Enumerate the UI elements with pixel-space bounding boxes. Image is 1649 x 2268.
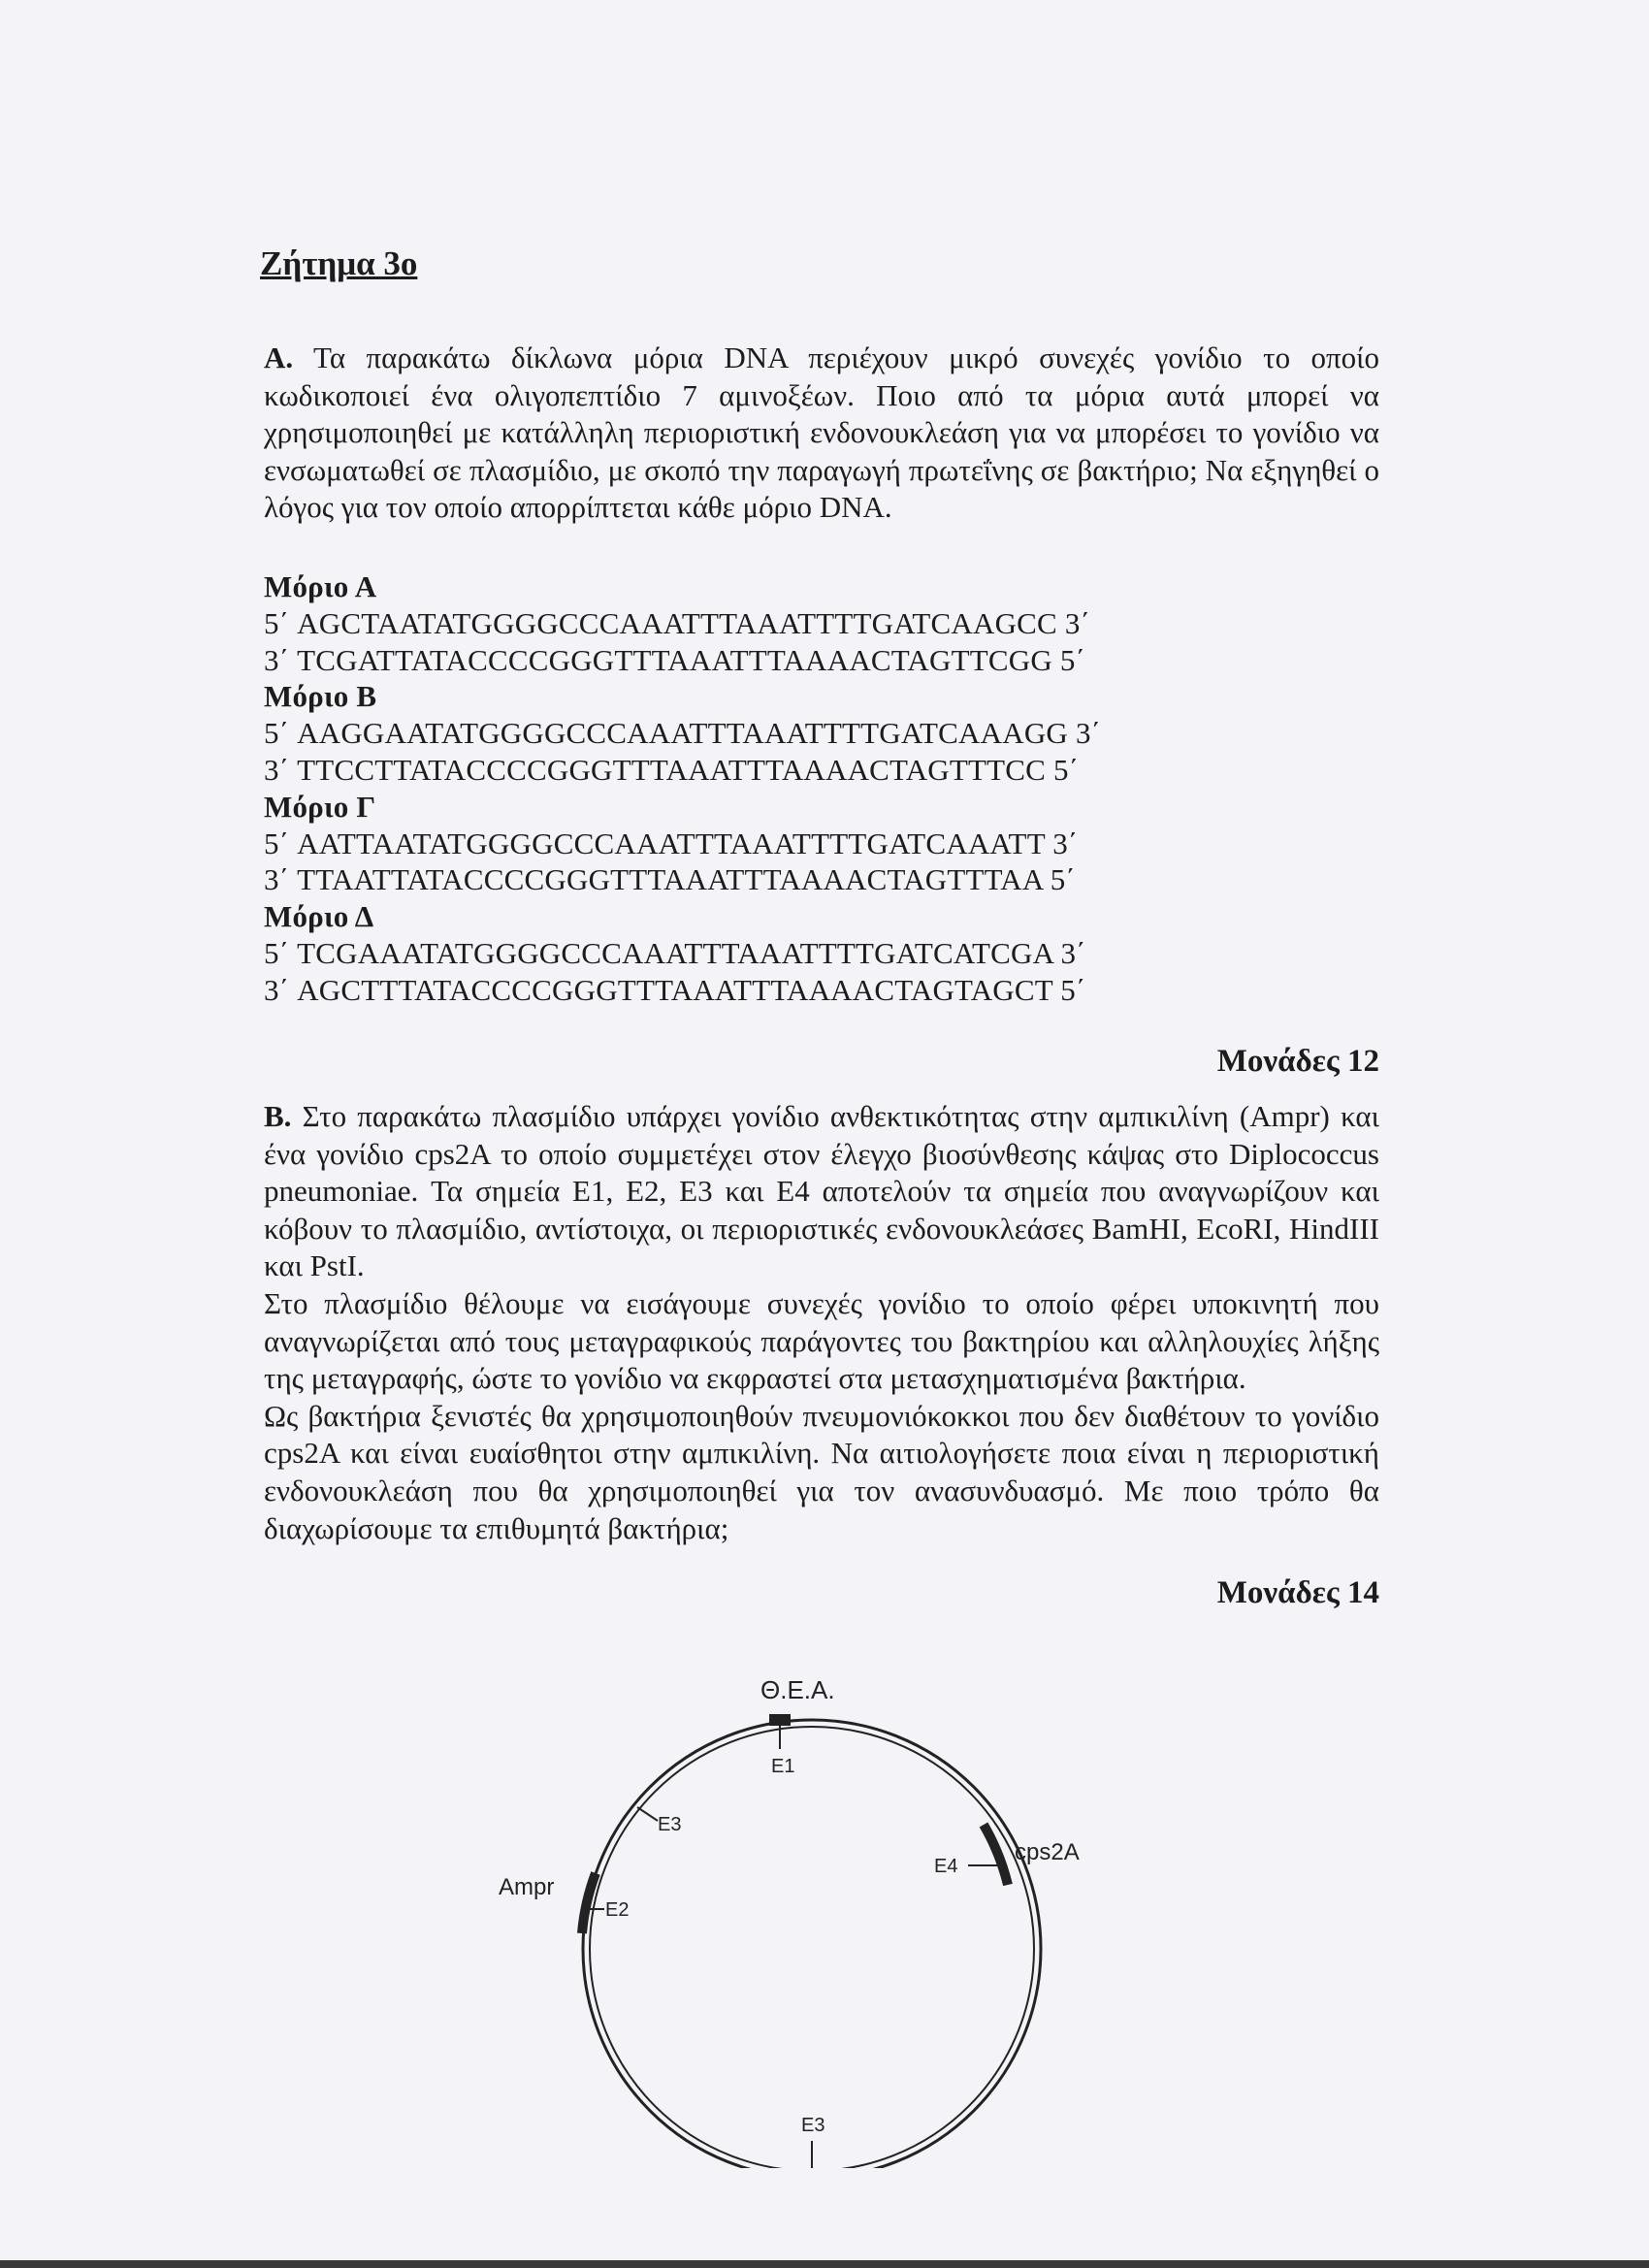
molecule-b-top-strand: 5΄ AAGGAATATGGGGCCCAAATTTAAATTTTGATCAAAGG 3΄: [264, 716, 1102, 751]
e2-label: E2: [605, 1899, 630, 1921]
molecule-g-bottom-strand: 3΄ TTAATTATACCCCGGGTTTAAATTTAAAACTAGTTTAA 5΄: [264, 862, 1076, 897]
origin-label: Θ.Ε.Α.: [760, 1675, 835, 1704]
part-b-text-3: Ως βακτήρια ξενιστές θα χρησιμοποιηθούν πνευμονιόκοκκοι που δεν διαθέτουν το γονίδιο cps2A και είναι ευαίσθητοι στην αμπικιλίνη. Να αιτιολογήσετε ποια είναι η περιοριστική ενδονουκλεάση που θα χρησιμοποιηθεί για τον ανασυνδυασμό. Με ποιο τρόπο θα διαχωρίσουμε τα επιθυμητά βακτήρια;: [264, 1398, 1379, 1545]
molecule-a-bottom-strand: 3΄ TCGATTATACCCCGGGTTTAAATTTAAAACTAGTTCGG 5΄: [264, 642, 1086, 677]
scan-bottom-edge: [0, 2260, 1649, 2268]
molecule-g-top-strand: 5΄ AATTAATATGGGGCCCAAATTTAAATTTTGATCAAATT 3΄: [264, 826, 1079, 860]
molecule-a-top-strand: 5΄ AGCTAATATGGGGCCCAAATTTAAATTTTGATCAAGCC 3΄: [264, 605, 1091, 640]
cps2a-gene-segment: [984, 1825, 1008, 1885]
e3-top-tick: [637, 1807, 658, 1821]
plasmid-ring-inner: [590, 1727, 1034, 2168]
part-a-letter: Α.: [264, 340, 294, 374]
part-b-paragraph: [264, 1098, 1379, 1547]
dna-molecules: [264, 568, 1101, 1009]
e3-top-label: E3: [658, 1814, 682, 1835]
molecule-g-label: Μόριο Γ: [264, 789, 376, 824]
e3-bottom-label: E3: [801, 2115, 825, 2136]
part-b-letter: Β.: [264, 1099, 292, 1133]
plasmid-diagram: [475, 1664, 1154, 2168]
e4-label: E4: [934, 1856, 958, 1877]
molecule-d-top-strand: 5΄ TCGAAATATGGGGCCCAAATTTAAATTTTGATCATCGA 3΄: [264, 935, 1086, 970]
part-b-text-1: Στο παρακάτω πλασμίδιο υπάρχει γονίδιο ανθεκτικότητας στην αμπικιλίνη (Ampr) και ένα γονίδιο cps2A το οποίο συμμετέχει στον έλεγχο βιοσύνθεσης κάψας στο Diplococcus pneumoniae. Τα σημεία Ε1, Ε2, Ε3 και Ε4 αποτελούν τα σημεία που αναγνωρίζουν και κόβουν το πλασμίδιο, αντίστοιχα, οι περιοριστικές ενδονουκλεάσες BamHI, EcoRI, HindIII και PstI.: [264, 1099, 1379, 1283]
molecule-b-label: Μόριο Β: [264, 679, 377, 714]
e1-label: E1: [771, 1756, 795, 1777]
marks-a: Μονάδες 12: [1216, 1044, 1379, 1079]
molecule-b-bottom-strand: 3΄ TTCCTTATACCCCGGGTTTAAATTTAAAACTAGTTTCC 5΄: [264, 752, 1080, 787]
part-a-paragraph: [264, 340, 1379, 527]
cps2a-label: cps2A: [1015, 1839, 1080, 1865]
molecule-d-bottom-strand: 3΄ AGCTTTATACCCCGGGTTTAAATTTAAAACTAGTAGCT 5΄: [264, 972, 1086, 1007]
part-a-text: Τα παρακάτω δίκλωνα μόρια DNA περιέχουν μικρό συνεχές γονίδιο το οποίο κωδικοποιεί ένα ολιγοπεπτίδιο 7 αμινοξέων. Ποιο από τα μόρια αυτά μπορεί να χρησιμοποιηθεί με κατάλληλη περιοριστική ενδονουκλεάση για να μπορέσει το γονίδιο να ενσωματωθεί σε πλασμίδιο, με σκοπό την παραγωγή πρωτεΐνης σε βακτήριο; Να εξηγηθεί ο λόγος για τον οποίο απορρίπτεται κάθε μόριο DNA.: [264, 340, 1379, 525]
ampr-label: Ampr: [499, 1874, 555, 1900]
part-b-text-2: Στο πλασμίδιο θέλουμε να εισάγουμε συνεχές γονίδιο το οποίο φέρει υποκινητή που αναγνωρίζεται από τους μεταγραφικούς παράγοντες του βακτηρίου και αλληλουχίες λήξης της μεταγραφής, ώστε το γονίδιο να εκφραστεί στα μετασχηματισμένα βακτήρια.: [264, 1285, 1379, 1396]
molecule-a-label: Μόριο Α: [264, 569, 377, 603]
marks-b: Μονάδες 14: [1216, 1575, 1379, 1610]
molecule-d-label: Μόριο Δ: [264, 899, 374, 934]
question-heading: Ζήτημα 3ο: [260, 244, 418, 282]
plasmid-ring-outer: [583, 1720, 1041, 2168]
